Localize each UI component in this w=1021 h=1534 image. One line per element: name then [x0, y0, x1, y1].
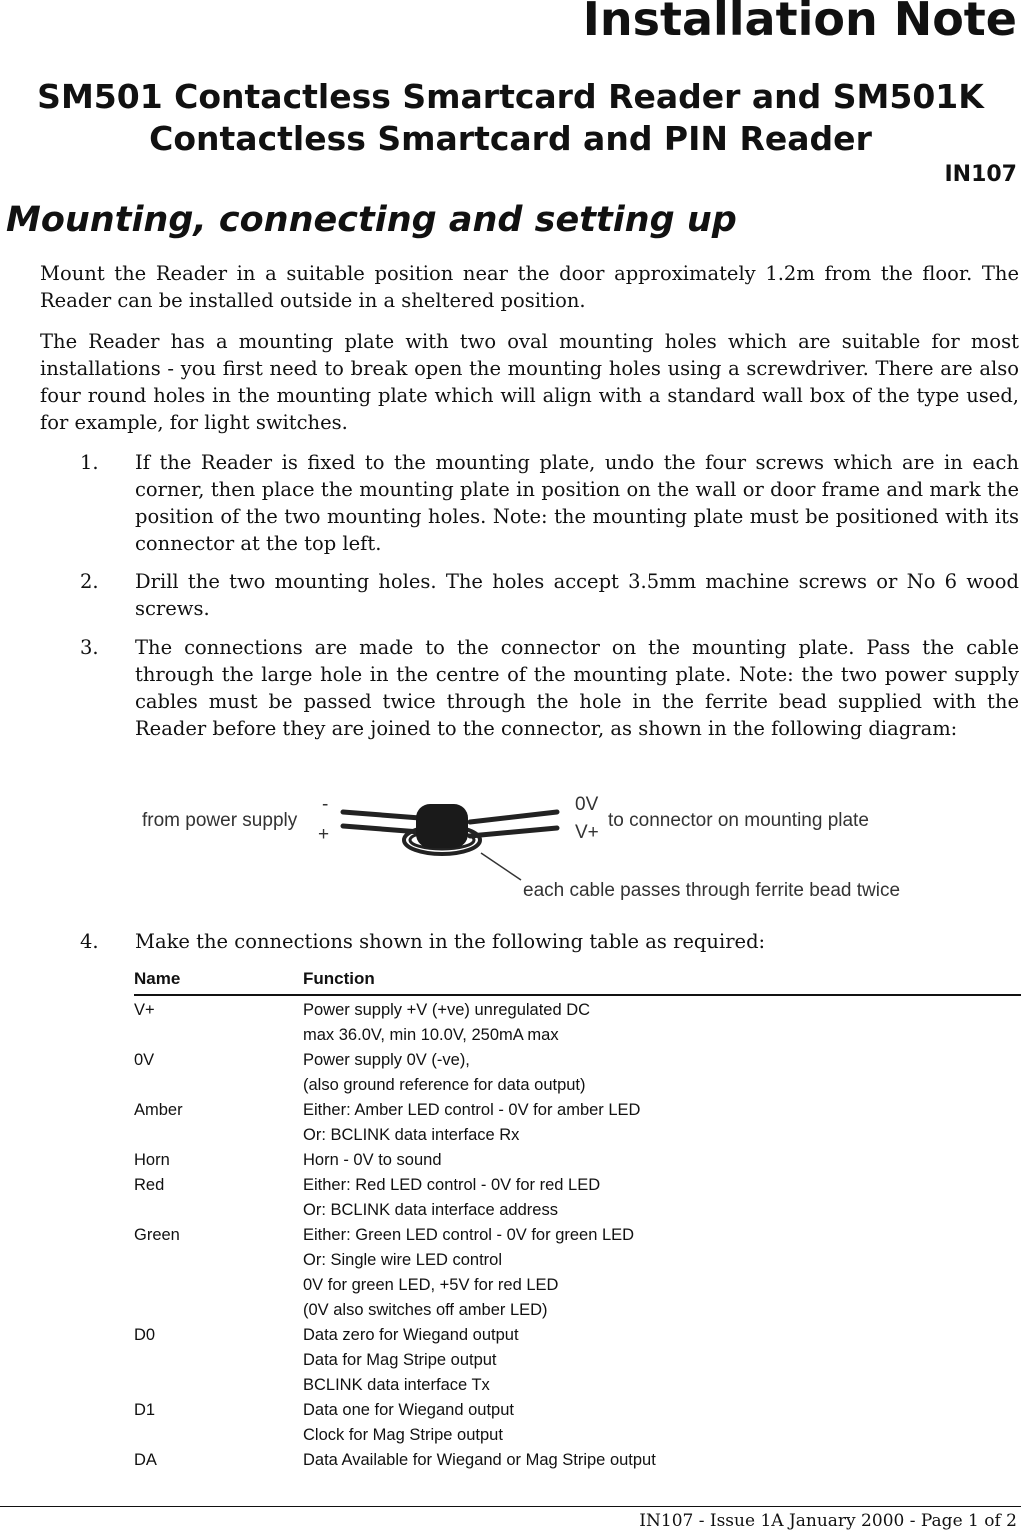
- connection-name: D0: [134, 1326, 156, 1344]
- function-line: (also ground reference for data output): [303, 1076, 586, 1094]
- connection-name: Horn: [134, 1151, 170, 1169]
- ferrite-note-label: each cable passes through ferrite bead twice: [523, 880, 901, 901]
- connection-name: DA: [134, 1451, 157, 1469]
- from-power-supply-label: from power supply: [142, 810, 298, 831]
- connection-function: [303, 1323, 519, 1398]
- table-row: [0, 998, 1021, 1048]
- connection-function: [303, 1148, 442, 1173]
- minus-label: -: [322, 794, 329, 815]
- function-line: Clock for Mag Stripe output: [303, 1426, 503, 1444]
- connections-table: [0, 998, 1021, 1473]
- callout-line: [481, 853, 521, 880]
- connection-name: D1: [134, 1401, 156, 1419]
- step-number: 4.: [80, 930, 99, 953]
- function-line: 0V for green LED, +5V for red LED: [303, 1276, 559, 1294]
- step-text: Make the connections shown in the following table as required:: [135, 930, 766, 953]
- function-line: Either: Amber LED control - 0V for amber LED: [303, 1101, 641, 1119]
- zero-v-label: 0V: [575, 794, 599, 815]
- function-line: BCLINK data interface Tx: [303, 1376, 490, 1394]
- function-line: Or: Single wire LED control: [303, 1251, 502, 1269]
- table-header-rule: [134, 994, 1021, 996]
- table-row: [0, 1048, 1021, 1098]
- function-line: Data zero for Wiegand output: [303, 1326, 519, 1344]
- intro-paragraph: Mount the Reader in a suitable position near the door approximately 1.2m from the floor. The Reader can be installed outside in a sheltered position.: [40, 262, 1019, 312]
- footer-rule: [0, 1506, 1021, 1507]
- table-row: [0, 1098, 1021, 1148]
- plus-label: +: [318, 824, 330, 845]
- table-row: [0, 1448, 1021, 1473]
- to-connector-label: to connector on mounting plate: [608, 810, 869, 831]
- connection-function: [303, 1398, 514, 1448]
- step-text: If the Reader is fixed to the mounting plate, undo the four screws which are in each corner, then place the mounting plate in position on the wall or door frame and mark the position of the two mounting holes. Note: the mounting plate must be positioned with its connector at the top left.: [135, 451, 1019, 555]
- page-footer: IN107 - Issue 1A January 2000 - Page 1 of 2: [639, 1511, 1017, 1531]
- connection-name: 0V: [134, 1051, 155, 1069]
- step-number: 2.: [80, 570, 99, 593]
- connection-function: [303, 1223, 634, 1323]
- connection-function: [303, 1448, 656, 1473]
- product-subtitle: [0, 76, 1021, 160]
- subtitle-line-2: Contactless Smartcard and PIN Reader: [149, 119, 872, 158]
- v-plus-label: V+: [575, 822, 599, 843]
- step-text: Drill the two mounting holes. The holes accept 3.5mm machine screws or No 6 wood screws.: [135, 570, 1019, 620]
- step-text: The connections are made to the connector on the mounting plate. Pass the cable through the large hole in the centre of the mounting plate. Note: the two power supply cables must be passed twice through the hole in the ferrite bead supplied with the Reader before they are joined to the connector, as shown in the following diagram:: [135, 636, 1019, 740]
- document-title: Installation Note: [582, 0, 1017, 46]
- document-number: IN107: [944, 162, 1017, 187]
- function-line: Either: Red LED control - 0V for red LED: [303, 1176, 601, 1194]
- connection-name: V+: [134, 1001, 155, 1019]
- connection-function: [303, 998, 590, 1048]
- connection-function: [303, 1173, 600, 1223]
- function-line: Data Available for Wiegand or Mag Stripe output: [303, 1451, 656, 1469]
- table-row: [0, 1148, 1021, 1173]
- table-row: [0, 1398, 1021, 1448]
- column-header-function: Function: [303, 969, 375, 988]
- step-number: 1.: [80, 451, 99, 474]
- table-row: [0, 1173, 1021, 1223]
- ferrite-bead-icon: [416, 804, 468, 848]
- connection-function: [303, 1048, 586, 1098]
- step-number: 3.: [80, 636, 99, 659]
- connection-name: Red: [134, 1176, 165, 1194]
- section-heading: Mounting, connecting and setting up: [6, 200, 737, 240]
- function-line: Horn - 0V to sound: [303, 1151, 442, 1169]
- ferrite-bead-diagram: [0, 790, 1021, 915]
- mounting-plate-paragraph: The Reader has a mounting plate with two oval mounting holes which are suitable for most installations - you first need to break open the mounting holes using a screwdriver. There are also four round holes in the mounting plate which will align with a standard wall box of the type used, for example, for light switches.: [40, 330, 1019, 434]
- function-line: max 36.0V, min 10.0V, 250mA max: [303, 1026, 559, 1044]
- function-line: Or: BCLINK data interface Rx: [303, 1126, 520, 1144]
- connection-function: [303, 1098, 640, 1148]
- table-row: [0, 1223, 1021, 1323]
- connection-name: Amber: [134, 1101, 183, 1119]
- function-line: Either: Green LED control - 0V for green LED: [303, 1226, 635, 1244]
- function-line: Power supply 0V (-ve),: [303, 1051, 470, 1069]
- connection-name: Green: [134, 1226, 180, 1244]
- function-line: Data for Mag Stripe output: [303, 1351, 497, 1369]
- subtitle-line-1: SM501 Contactless Smartcard Reader and SM501K: [37, 77, 984, 116]
- column-header-name: Name: [134, 969, 181, 988]
- function-line: Power supply +V (+ve) unregulated DC: [303, 1001, 591, 1019]
- function-line: Or: BCLINK data interface address: [303, 1201, 558, 1219]
- function-line: Data one for Wiegand output: [303, 1401, 514, 1419]
- function-line: (0V also switches off amber LED): [303, 1301, 548, 1319]
- table-row: [0, 1323, 1021, 1398]
